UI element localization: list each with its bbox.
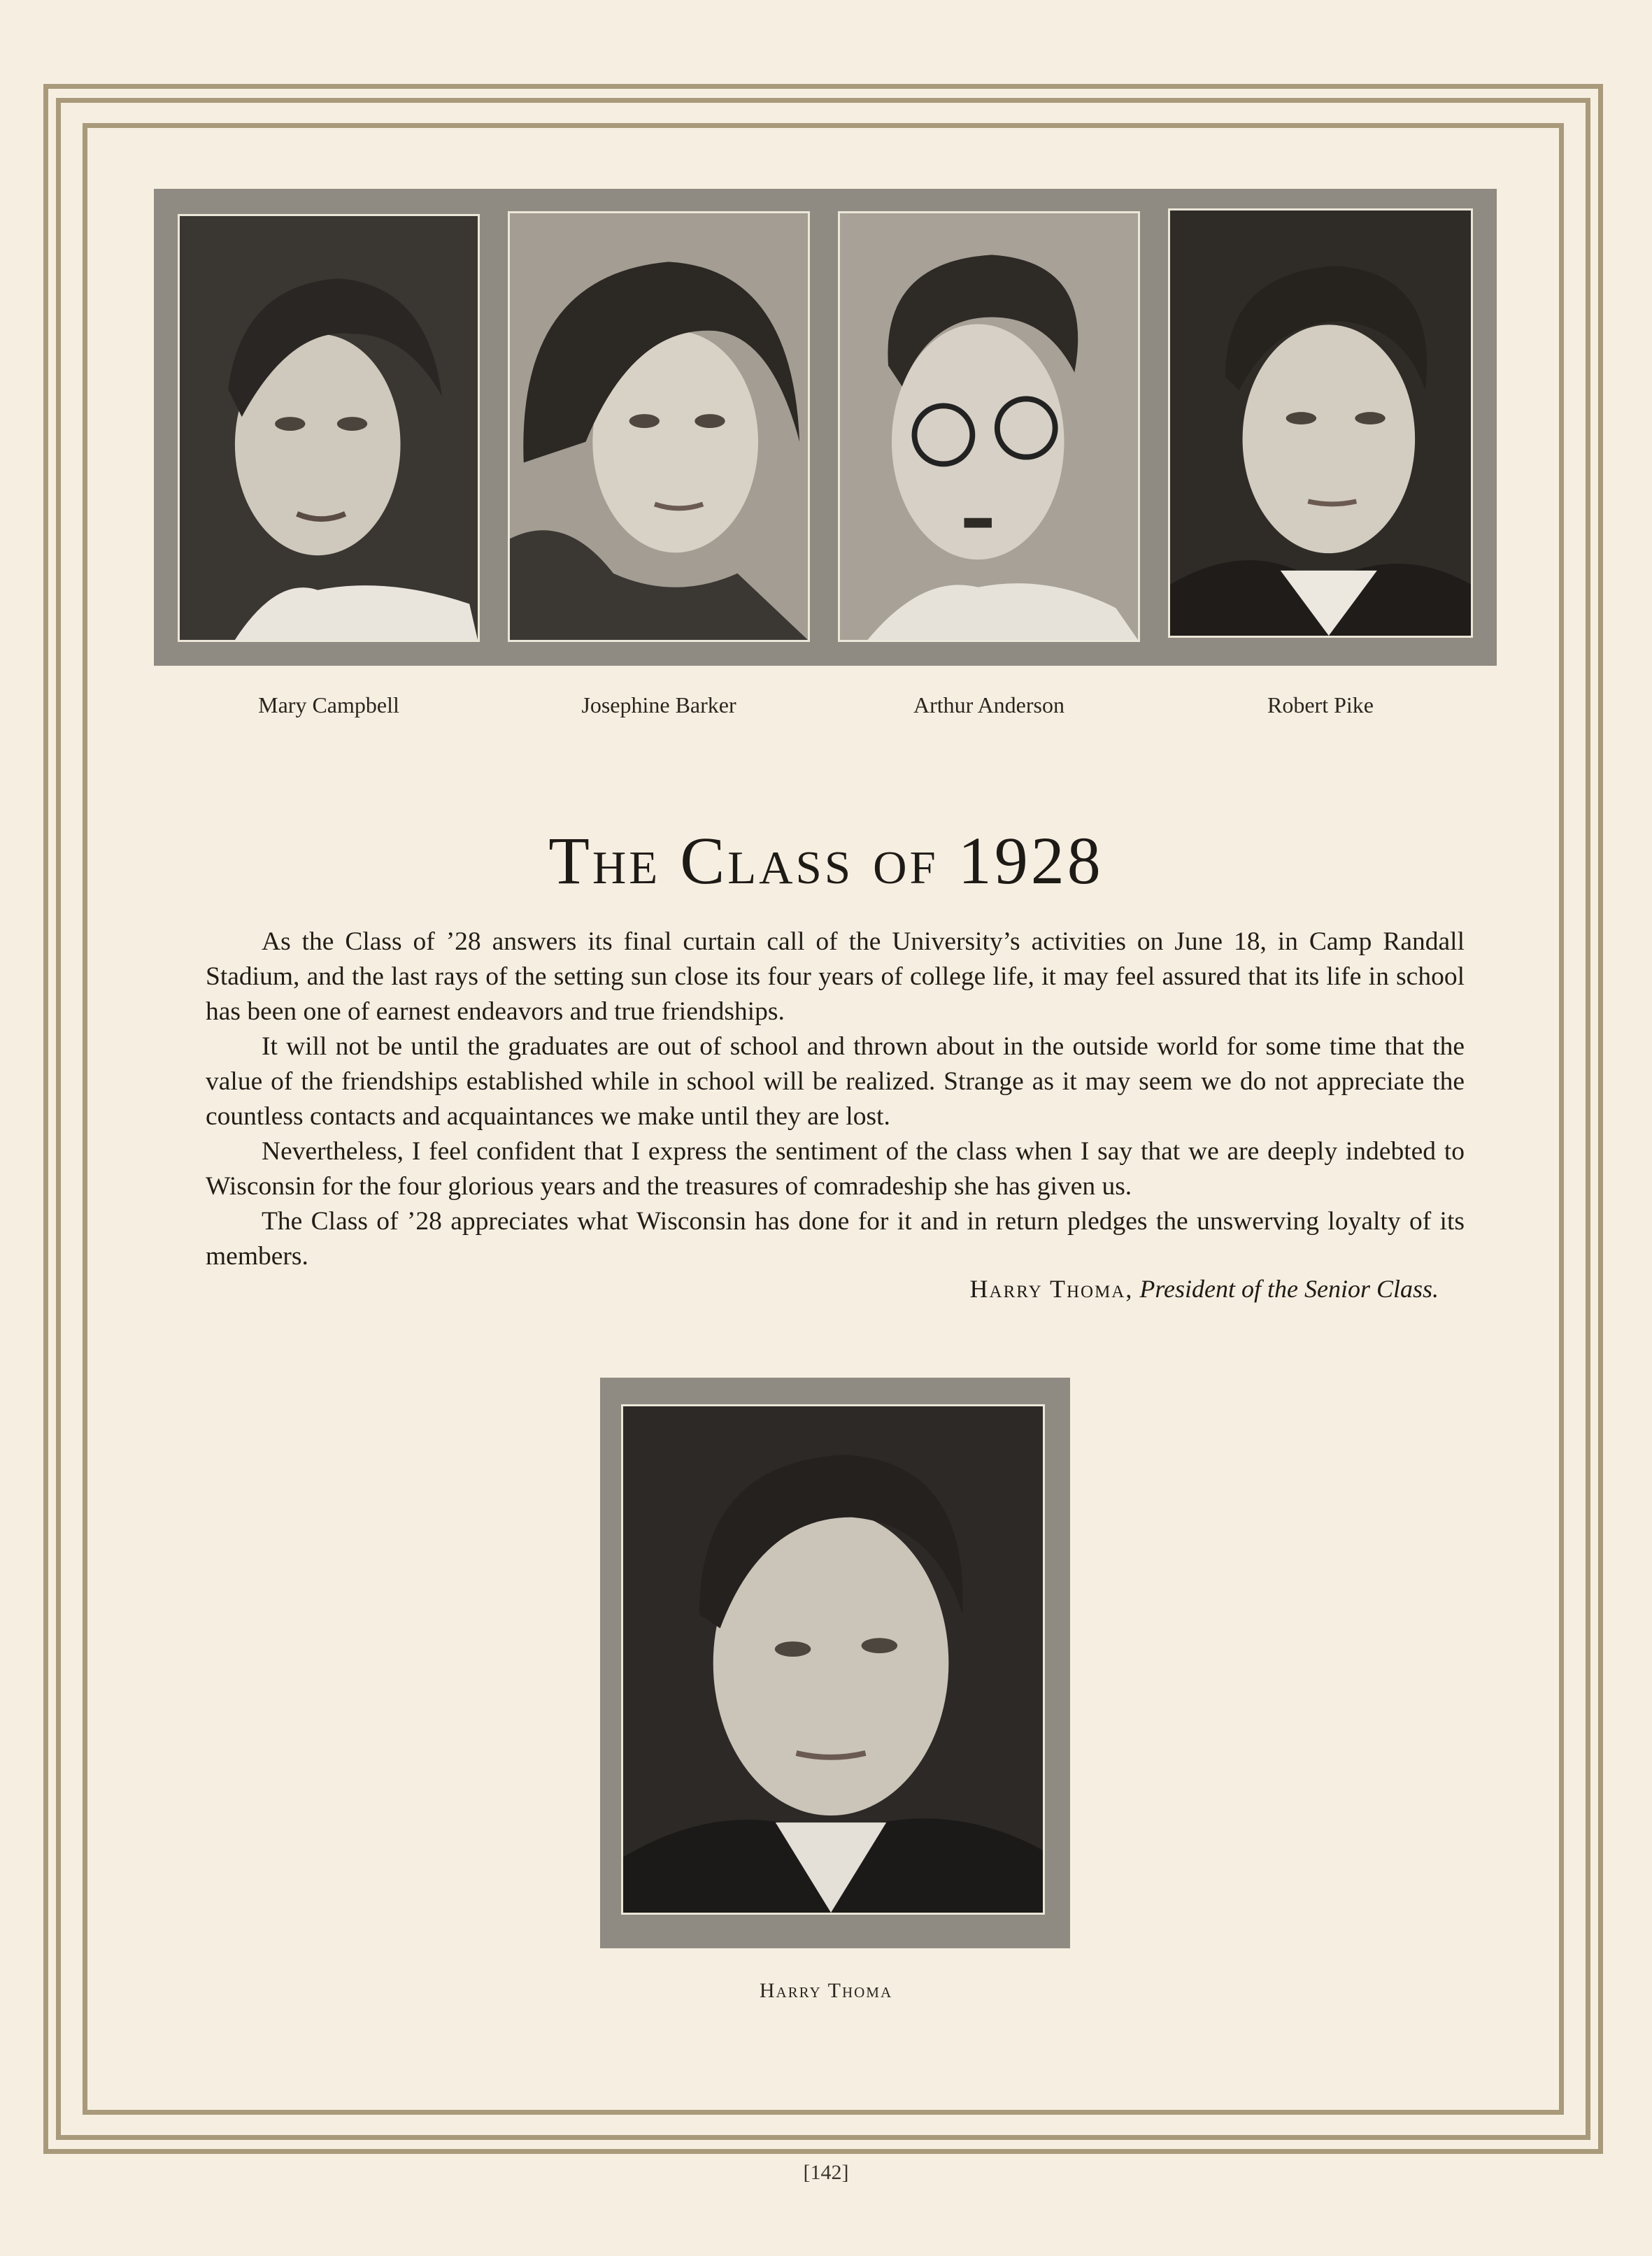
- page-number: [142]: [803, 2161, 849, 2184]
- paragraph: It will not be until the graduates are out of school and thrown about in the outside world for some time that the value of the friendships established while in school will be realized. Strange as it may seem we do not appreciate the countless contacts and acquaintances we make until they are lost.: [206, 1032, 1465, 1131]
- paragraph: As the Class of ’28 answers its final curtain call of the University’s activities on June 18, in Camp Randall Stadium, and the last rays of the setting sun close its four years of college life, it may feel assured that its life in school has been one of earnest endeavors and true friendships.: [206, 927, 1465, 1026]
- caption-mary-campbell: Mary Campbell: [258, 692, 399, 718]
- caption-harry-thoma: Harry Thoma: [759, 1979, 893, 2002]
- portrait-harry-thoma: [621, 1404, 1045, 1915]
- caption-arthur-anderson: Arthur Anderson: [913, 692, 1064, 718]
- signature-title: President of the Senior Class.: [1139, 1275, 1439, 1303]
- portrait-arthur-anderson: [838, 211, 1140, 642]
- paragraph: The Class of ’28 appreciates what Wisconsin has done for it and in return pledges the unswerving loyalty of its members.: [206, 1207, 1465, 1271]
- portrait-robert-pike: [1168, 208, 1473, 638]
- paragraph: Nevertheless, I feel confident that I express the sentiment of the class when I say that we are deeply indebted to Wisconsin for the four glorious years and the treasures of comradeship she has given us.: [206, 1137, 1465, 1201]
- article-body: [206, 924, 1465, 1274]
- portrait-mary-campbell: [178, 214, 480, 642]
- caption-josephine-barker: Josephine Barker: [581, 692, 736, 718]
- portrait-josephine-barker: [508, 211, 810, 642]
- caption-robert-pike: Robert Pike: [1267, 692, 1374, 718]
- signature: [970, 1274, 1439, 1304]
- signature-name: Harry Thoma,: [969, 1275, 1134, 1303]
- page-title: The Class of 1928: [548, 823, 1104, 898]
